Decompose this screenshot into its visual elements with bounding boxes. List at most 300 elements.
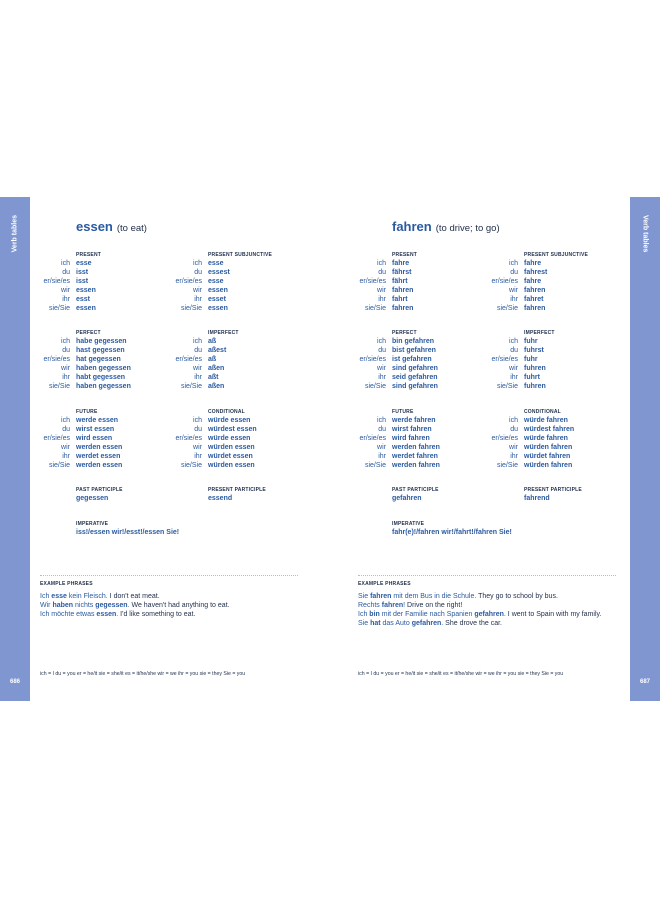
conjugation-row (352, 383, 482, 392)
pronoun: ich (61, 417, 70, 424)
pronoun: ich (193, 260, 202, 267)
example-segment: gegessen (95, 602, 128, 609)
verb-form: werde fahren (392, 417, 436, 424)
verb-form: fahren (524, 305, 546, 312)
page-number-left: 686 (9, 679, 20, 685)
pronoun: du (510, 426, 518, 433)
verb-form: fuhr (524, 356, 538, 363)
example-segment: Wir (40, 602, 53, 609)
conjugation-row (168, 374, 298, 383)
verb-form: werdet fahren (392, 453, 438, 460)
verb-form: würdet essen (208, 453, 253, 460)
example-line (358, 593, 558, 600)
pronoun: ihr (510, 453, 518, 460)
conjugation-row (352, 356, 482, 365)
verb-form: würdet fahren (524, 453, 571, 460)
left-page (36, 197, 306, 701)
example-segment: essen (96, 611, 117, 618)
verb-form: fahren (392, 305, 414, 312)
verb-form: wirst essen (76, 426, 115, 433)
section-heading: FUTURE (392, 409, 414, 415)
example-line (40, 611, 195, 618)
verb-form: esse (208, 278, 224, 285)
pronoun: ich (193, 417, 202, 424)
verb-form: werden essen (76, 462, 123, 469)
verb-title (392, 218, 500, 236)
imperative-value: fahr(e)!/fahren wir!/fahrt!/fahren Sie! (392, 529, 512, 536)
verb-form: sind gefahren (392, 383, 438, 390)
pronoun: sie/Sie (48, 383, 70, 390)
pronoun: ihr (194, 374, 202, 381)
verb-form: essen (76, 287, 96, 294)
conjugation-row (36, 260, 166, 269)
verb-form: fahret (524, 296, 544, 303)
verb-title (76, 218, 147, 236)
conjugation-row (484, 435, 614, 444)
verb-form: bist gefahren (392, 347, 436, 354)
verb-form: fuhren (524, 365, 546, 372)
conjugation-row (168, 269, 298, 278)
conjugation-row (484, 347, 614, 356)
pronoun: wir (377, 365, 386, 372)
pronoun: sie/Sie (364, 462, 386, 469)
verb-form: würde essen (208, 435, 251, 442)
conjugation-row (352, 365, 482, 374)
conjugation-row (168, 305, 298, 314)
section-heading: PAST PARTICIPLE (76, 487, 123, 493)
section-heading: FUTURE (76, 409, 98, 415)
example-segment: fahren (370, 593, 392, 600)
conjugation-row (352, 338, 482, 347)
pronoun: sie/Sie (48, 462, 70, 469)
pronoun: ich (377, 338, 386, 345)
verb-form: würden fahren (524, 444, 573, 451)
verb-form: fährt (392, 278, 408, 285)
example-segment: mit der Familie nach Spanien (379, 611, 475, 618)
verb-form: seid gefahren (392, 374, 438, 381)
verb-form: fahren (392, 287, 414, 294)
verb-form: esset (208, 296, 226, 303)
conjugation-row (36, 269, 166, 278)
verb-form: fahren (524, 287, 546, 294)
conjugation-row (484, 356, 614, 365)
verb-form: isst (76, 269, 89, 276)
pronoun: er/sie/es (359, 356, 386, 363)
conjugation-row (352, 296, 482, 305)
pronoun: ich (377, 260, 386, 267)
conjugation-row (484, 260, 614, 269)
pronoun: ihr (62, 453, 70, 460)
conjugation-row (36, 383, 166, 392)
pronoun: sie/Sie (364, 305, 386, 312)
example-line (40, 593, 160, 600)
conjugation-row (168, 365, 298, 374)
verb-form: wird essen (76, 435, 113, 442)
conjugation-row (352, 453, 482, 462)
pronoun: er/sie/es (175, 356, 202, 363)
verb-form: aßt (208, 374, 219, 381)
pronoun: sie/Sie (48, 305, 70, 312)
conjugation-row (168, 426, 298, 435)
conjugation-row (484, 374, 614, 383)
conjugation-row (36, 444, 166, 453)
pronoun: wir (509, 365, 518, 372)
present-participle-value: fahrend (524, 495, 550, 502)
conjugation-row (168, 278, 298, 287)
conjugation-row (484, 426, 614, 435)
section-heading: PERFECT (392, 330, 417, 336)
example-segment: Ich möchte etwas (40, 611, 97, 618)
example-segment: bin (369, 611, 380, 618)
pronoun: sie/Sie (180, 305, 202, 312)
verb-form: würdest essen (208, 426, 257, 433)
example-segment: Ich (40, 593, 52, 600)
verb-form: aßen (208, 383, 225, 390)
verb-form: würdest fahren (524, 426, 575, 433)
conjugation-row (352, 305, 482, 314)
conjugation-row (484, 338, 614, 347)
verb-form: würden essen (208, 444, 255, 451)
example-segment: . (441, 620, 444, 627)
verb-form: habt gegessen (76, 374, 126, 381)
pronoun: er/sie/es (175, 435, 202, 442)
verb-form: werdet essen (76, 453, 121, 460)
verb-form: fahrt (392, 296, 408, 303)
section-heading: IMPERATIVE (392, 521, 425, 527)
verb-form: werde essen (76, 417, 119, 424)
example-segment: gefahren (411, 620, 442, 627)
pronoun: sie/Sie (496, 462, 518, 469)
pronoun: wir (193, 444, 202, 451)
conjugation-row (352, 287, 482, 296)
pronoun: ihr (378, 453, 386, 460)
pronoun: er/sie/es (359, 278, 386, 285)
verb-form: wirst fahren (392, 426, 432, 433)
section-heading: IMPERFECT (208, 330, 239, 336)
conjugation-row (352, 260, 482, 269)
verb-form: haben gegessen (76, 365, 131, 372)
example-line (40, 602, 230, 609)
verb-form: haben gegessen (76, 383, 131, 390)
verb-form: würden fahren (524, 462, 573, 469)
pronoun: du (62, 269, 70, 276)
past-participle-value: gegessen (76, 495, 109, 502)
example-segment: Ich (358, 611, 370, 618)
conjugation-row (36, 426, 166, 435)
verb-form: hat gegessen (76, 356, 121, 363)
divider (358, 575, 616, 576)
conjugation-row (36, 374, 166, 383)
pronoun-legend: ich = I du = you er = he/it sie = she/it es = it/he/she wir = we ihr = you sie = they Sie = you (358, 671, 564, 677)
conjugation-row (36, 356, 166, 365)
example-segment: I don't eat meat. (107, 593, 160, 600)
example-segment: They go to school by bus. (476, 593, 558, 600)
pronoun: er/sie/es (43, 356, 70, 363)
example-segment: haben (52, 602, 74, 609)
conjugation-row (484, 417, 614, 426)
verb-form: fahrest (524, 269, 548, 276)
pronoun: er/sie/es (175, 278, 202, 285)
verb-form: esse (208, 260, 224, 267)
example-line (358, 602, 462, 609)
verb-form: essen (208, 305, 228, 312)
verb-form: fahre (392, 260, 410, 267)
conjugation-row (484, 278, 614, 287)
conjugation-row (484, 269, 614, 278)
section-label: Verb tables (11, 215, 19, 253)
pronoun: du (194, 269, 202, 276)
verb-form: ist gefahren (392, 356, 432, 363)
divider (40, 575, 298, 576)
pronoun: sie/Sie (180, 462, 202, 469)
verb-gloss: (to eat) (116, 223, 147, 234)
verb-headword: fahren (392, 219, 432, 234)
conjugation-row (352, 278, 482, 287)
conjugation-row (168, 462, 298, 471)
example-segment: Drive on the right! (405, 602, 463, 609)
verb-form: hast gegessen (76, 347, 125, 354)
section-heading: IMPERATIVE (76, 521, 109, 527)
right-page (352, 197, 622, 701)
conjugation-row (352, 426, 482, 435)
verb-form: aßen (208, 365, 225, 372)
conjugation-row (36, 462, 166, 471)
pronoun: wir (61, 444, 70, 451)
verb-form: sind gefahren (392, 365, 438, 372)
verb-form: fährst (392, 269, 412, 276)
example-segment: . (127, 602, 130, 609)
pronoun: ihr (510, 296, 518, 303)
pronoun: wir (509, 287, 518, 294)
verb-form: fuhrt (524, 374, 540, 381)
verb-form: werden fahren (392, 444, 440, 451)
pronoun: ich (509, 260, 518, 267)
conjugation-row (36, 365, 166, 374)
example-line (358, 611, 601, 618)
conjugation-row (168, 417, 298, 426)
verb-form: fuhrst (524, 347, 544, 354)
present-participle-value: essend (208, 495, 233, 502)
pronoun: du (378, 269, 386, 276)
conjugation-row (36, 417, 166, 426)
conjugation-row (168, 260, 298, 269)
example-segment: kein Fleisch. (66, 593, 108, 600)
section-heading: PRESENT PARTICIPLE (524, 487, 582, 493)
verb-form: essen (76, 305, 96, 312)
example-segment: Sie (358, 593, 371, 600)
example-segment: . (503, 611, 506, 618)
conjugation-row (168, 356, 298, 365)
section-heading: PRESENT (76, 252, 102, 258)
pronoun: ihr (62, 374, 70, 381)
pronoun: ihr (194, 296, 202, 303)
conjugation-row (484, 462, 614, 471)
conjugation-row (36, 278, 166, 287)
example-phrases-heading: EXAMPLE PHRASES (40, 581, 93, 587)
verb-form: wird fahren (392, 435, 430, 442)
conjugation-row (168, 435, 298, 444)
example-segment: I went to Spain with my family. (505, 611, 602, 618)
verb-form: werden fahren (392, 462, 440, 469)
verb-form: habe gegessen (76, 338, 127, 345)
pronoun: ihr (510, 374, 518, 381)
book-spread (0, 197, 660, 701)
example-segment: . (116, 611, 119, 618)
pronoun: er/sie/es (491, 435, 518, 442)
pronoun: wir (377, 444, 386, 451)
verb-headword: essen (76, 219, 113, 234)
section-heading: PRESENT (392, 252, 418, 258)
conjugation-row (484, 383, 614, 392)
example-segment: Rechts (358, 602, 382, 609)
pronoun: du (62, 426, 70, 433)
example-segment: gefahren (474, 611, 504, 618)
conjugation-row (36, 347, 166, 356)
pronoun: ihr (378, 296, 386, 303)
conjugation-row (168, 287, 298, 296)
conjugation-row (352, 269, 482, 278)
conjugation-row (352, 417, 482, 426)
example-segment: das Auto (380, 620, 412, 627)
example-phrases-heading: EXAMPLE PHRASES (358, 581, 411, 587)
example-segment: esse (51, 593, 67, 600)
pronoun: du (194, 426, 202, 433)
conjugation-row (36, 453, 166, 462)
example-segment: I'd like something to eat. (118, 611, 196, 618)
conjugation-row (352, 444, 482, 453)
section-label: Verb tables (641, 215, 649, 253)
pronoun: er/sie/es (491, 278, 518, 285)
conjugation-row (36, 435, 166, 444)
verb-gloss: (to drive; to go) (435, 223, 500, 234)
pronoun: wir (61, 365, 70, 372)
example-segment: fahren (381, 602, 404, 609)
pronoun: er/sie/es (491, 356, 518, 363)
conjugation-row (352, 462, 482, 471)
pronoun: du (378, 347, 386, 354)
verb-form: aß (208, 356, 217, 363)
pronoun: sie/Sie (496, 383, 518, 390)
verb-form: esse (76, 260, 92, 267)
conjugation-row (352, 374, 482, 383)
pronoun: ihr (194, 453, 202, 460)
left-section-tab (0, 197, 30, 701)
pronoun: ihr (378, 374, 386, 381)
example-line (358, 620, 502, 627)
verb-form: fuhren (524, 383, 546, 390)
pronoun: ich (509, 417, 518, 424)
verb-form: fuhr (524, 338, 538, 345)
example-segment: hat (370, 620, 381, 627)
pronoun: wir (509, 444, 518, 451)
past-participle-value: gefahren (392, 495, 422, 502)
verb-form: aß (208, 338, 217, 345)
conjugation-row (484, 365, 614, 374)
verb-form: würden essen (208, 462, 255, 469)
section-heading: PRESENT SUBJUNCTIVE (524, 252, 589, 258)
example-segment: Sie (358, 620, 371, 627)
conjugation-row (36, 296, 166, 305)
right-section-tab (630, 197, 660, 701)
verb-form: esst (76, 296, 91, 303)
conjugation-row (36, 287, 166, 296)
verb-form: essen (208, 287, 228, 294)
section-heading: PERFECT (76, 330, 101, 336)
page-number-right: 687 (639, 679, 650, 685)
pronoun: er/sie/es (43, 278, 70, 285)
pronoun: du (62, 347, 70, 354)
conjugation-row (484, 444, 614, 453)
example-segment: We haven't had anything to eat. (129, 602, 230, 609)
pronoun-legend: ich = I du = you er = he/it sie = she/it es = it/he/she wir = we ihr = you sie = they Sie = you (40, 671, 246, 677)
conjugation-row (168, 453, 298, 462)
pronoun: ich (193, 338, 202, 345)
example-segment: She drove the car. (443, 620, 502, 627)
verb-form: fahre (524, 260, 542, 267)
example-segment: mit dem Bus in die Schule. (391, 593, 477, 600)
pronoun: wir (61, 287, 70, 294)
conjugation-row (168, 296, 298, 305)
pronoun: er/sie/es (359, 435, 386, 442)
verb-form: aßest (208, 347, 227, 354)
verb-form: bin gefahren (392, 338, 435, 345)
imperative-value: iss!/essen wir!/esst!/essen Sie! (76, 529, 180, 536)
verb-form: isst (76, 278, 89, 285)
example-segment: nichts (73, 602, 96, 609)
section-heading: PAST PARTICIPLE (392, 487, 439, 493)
conjugation-row (168, 444, 298, 453)
pronoun: ihr (62, 296, 70, 303)
conjugation-row (352, 435, 482, 444)
pronoun: du (378, 426, 386, 433)
pronoun: ich (61, 260, 70, 267)
pronoun: du (510, 269, 518, 276)
pronoun: du (510, 347, 518, 354)
pronoun: wir (377, 287, 386, 294)
section-heading: PRESENT PARTICIPLE (208, 487, 266, 493)
conjugation-row (484, 453, 614, 462)
example-segment: ! (403, 602, 406, 609)
conjugation-row (352, 347, 482, 356)
verb-form: essest (208, 269, 230, 276)
section-heading: IMPERFECT (524, 330, 555, 336)
conjugation-row (484, 305, 614, 314)
pronoun: ich (377, 417, 386, 424)
pronoun: wir (193, 287, 202, 294)
conjugation-row (168, 338, 298, 347)
pronoun: er/sie/es (43, 435, 70, 442)
conjugation-row (484, 287, 614, 296)
conjugation-row (36, 338, 166, 347)
conjugation-row (36, 305, 166, 314)
pronoun: sie/Sie (496, 305, 518, 312)
pronoun: wir (193, 365, 202, 372)
conjugation-row (168, 383, 298, 392)
pronoun: ich (61, 338, 70, 345)
verb-form: werden essen (76, 444, 123, 451)
pronoun: ich (509, 338, 518, 345)
verb-form: fahre (524, 278, 542, 285)
pronoun: sie/Sie (180, 383, 202, 390)
section-heading: PRESENT SUBJUNCTIVE (208, 252, 273, 258)
verb-form: würde fahren (524, 417, 568, 424)
section-heading: CONDITIONAL (208, 409, 245, 415)
pronoun: du (194, 347, 202, 354)
section-heading: CONDITIONAL (524, 409, 561, 415)
conjugation-row (168, 347, 298, 356)
verb-form: würde essen (208, 417, 251, 424)
conjugation-row (484, 296, 614, 305)
